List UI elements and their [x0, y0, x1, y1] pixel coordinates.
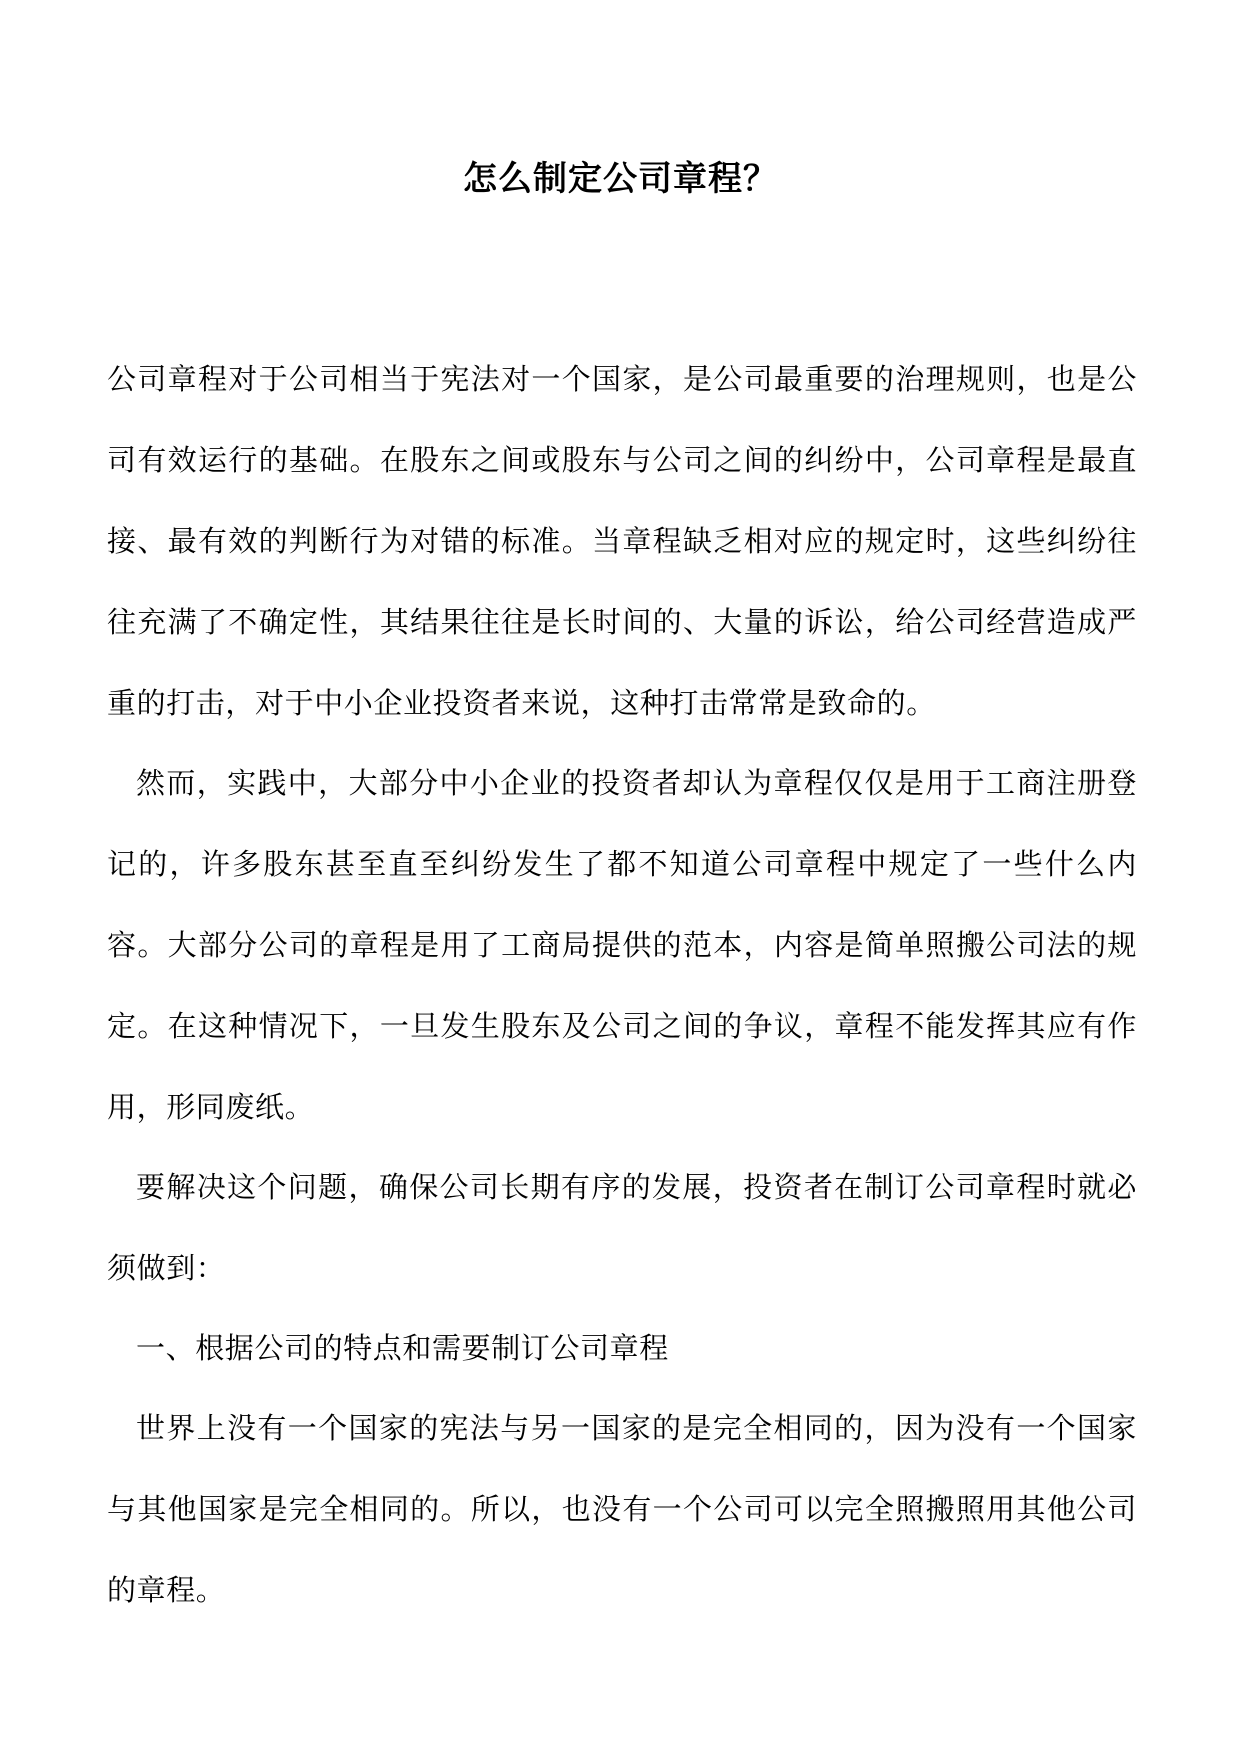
document-body	[107, 339, 1137, 1630]
section-heading-1: 一、根据公司的特点和需要制订公司章程	[136, 1331, 669, 1365]
paragraph-2: 然而，实践中，大部分中小企业的投资者却认为章程仅仅是用于工商注册登记的，许多股东甚至直至纠纷发生了都不知道公司章程中规定了一些什么内容。大部分公司的章程是用了工商局提供的范本，内容是简单照搬公司法的规定。在这种情况下，一旦发生股东及公司之间的争议，章程不能发挥其应有作用，形同废纸。	[107, 766, 1137, 1124]
paragraph-4: 世界上没有一个国家的宪法与另一国家的是完全相同的，因为没有一个国家与其他国家是完全相同的。所以，也没有一个公司可以完全照搬照用其他公司的章程。	[107, 1411, 1137, 1607]
paragraph-3: 要解决这个问题，确保公司长期有序的发展，投资者在制订公司章程时就必须做到：	[107, 1170, 1137, 1285]
paragraph-1: 公司章程对于公司相当于宪法对一个国家，是公司最重要的治理规则，也是公司有效运行的基础。在股东之间或股东与公司之间的纠纷中，公司章程是最直接、最有效的判断行为对错的标准。当章程缺乏相对应的规定时，这些纠纷往往充满了不确定性，其结果往往是长时间的、大量的诉讼，给公司经营造成严重的打击，对于中小企业投资者来说，这种打击常常是致命的。	[107, 362, 1137, 720]
page-title: 怎么制定公司章程？	[463, 159, 778, 199]
